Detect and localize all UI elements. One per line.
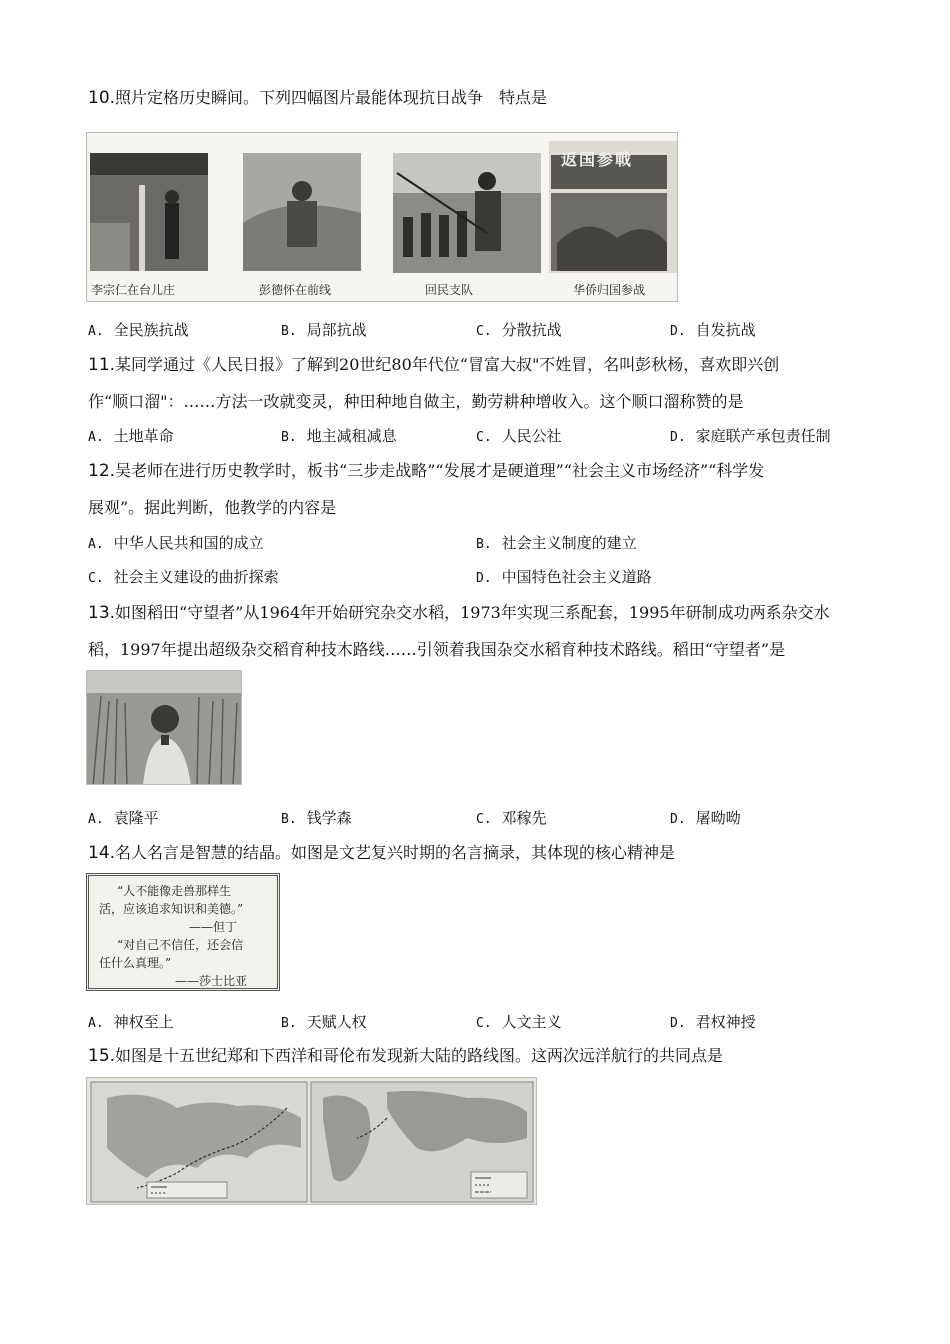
quote-line: “对自己不信任，还会信	[117, 938, 244, 952]
option-d[interactable]	[670, 320, 756, 342]
question-number: 10.	[88, 88, 116, 108]
question-12-stem-line2: 展观”。据此判断，他教学的内容是	[88, 498, 337, 517]
rice-field-photo-graphic	[87, 671, 242, 785]
option-letter: A.	[88, 812, 104, 827]
question-13-stem-line2: 稻，1997年提出超级杂交稻育种技木路线……引领着我国杂交水稻育种技术路线。稻田“守望者”是	[88, 640, 786, 659]
option-text: 人文主义	[501, 1013, 562, 1031]
renaissance-quote-card	[86, 873, 280, 991]
option-letter: A.	[88, 1016, 104, 1031]
option-letter: C.	[476, 812, 492, 827]
option-letter: C.	[476, 324, 492, 339]
option-letter: C.	[476, 1016, 492, 1031]
option-letter: B.	[281, 430, 297, 445]
option-a[interactable]	[88, 808, 159, 830]
option-text: 社会主义制度的建立	[501, 534, 637, 552]
question-number: 12.	[88, 461, 116, 481]
option-letter: D.	[670, 324, 686, 339]
question-11-stem	[88, 355, 779, 375]
question-text: 某同学通过《人民日报》了解到20世纪80年代位“冒富大叔"不姓冒，名叫彭秋杨，喜欢即兴创	[115, 355, 780, 374]
quote-line: “人不能像走兽那样生	[117, 884, 232, 898]
option-letter: D.	[476, 571, 492, 586]
option-d[interactable]	[670, 426, 831, 448]
option-b[interactable]	[281, 320, 367, 342]
option-letter: B.	[281, 1016, 297, 1031]
option-c[interactable]	[88, 567, 279, 589]
option-letter: C.	[88, 571, 104, 586]
option-letter: D.	[670, 1016, 686, 1031]
voyage-route-maps-graphic	[87, 1078, 537, 1205]
option-letter: D.	[670, 430, 686, 445]
photo-caption: 李宗仁在台儿庄	[91, 283, 176, 297]
option-text: 局部抗战	[306, 321, 367, 339]
quote-line: 任什么真理。”	[99, 956, 172, 970]
option-c[interactable]	[476, 426, 562, 448]
option-text: 分散抗战	[501, 321, 562, 339]
option-text: 邓稼先	[501, 809, 547, 827]
question-number: 14.	[88, 843, 116, 863]
voyage-route-maps	[86, 1077, 537, 1205]
question-14-stem	[88, 843, 675, 863]
photo-caption: 回民支队	[425, 283, 474, 297]
option-text: 家庭联产承包责任制	[695, 427, 831, 445]
option-text: 袁隆平	[113, 809, 159, 827]
question-number: 13.	[88, 603, 116, 623]
question-text: 照片定格历史瞬间。下列四幅图片最能体现抗日战争 特点是	[115, 88, 548, 107]
option-d[interactable]	[476, 567, 652, 589]
question-text: 名人名言是智慧的结晶。如图是文艺复兴时期的名言摘录，其体现的核心精神是	[115, 843, 676, 862]
option-text: 中华人民共和国的成立	[113, 534, 264, 552]
option-text: 全民族抗战	[113, 321, 189, 339]
option-b[interactable]	[281, 808, 352, 830]
option-c[interactable]	[476, 808, 547, 830]
option-c[interactable]	[476, 1012, 562, 1034]
q10-photo4-heading: 返国参戰	[561, 150, 634, 169]
question-15-stem	[88, 1046, 723, 1066]
option-c[interactable]	[476, 320, 562, 342]
q10-photo-strip	[86, 132, 678, 302]
question-13-stem	[88, 603, 830, 623]
question-text: 吴老师在进行历史教学时，板书“三步走战略”“发展才是硬道理”“社会主义市场经济”“科学发	[115, 461, 765, 480]
option-text: 中国特色社会主义道路	[501, 568, 652, 586]
option-letter: B.	[476, 537, 492, 552]
option-text: 社会主义建设的曲折探索	[113, 568, 279, 586]
question-number: 15.	[88, 1046, 116, 1066]
option-a[interactable]	[88, 426, 174, 448]
option-text: 钱学森	[306, 809, 352, 827]
question-12-stem	[88, 461, 764, 481]
question-11-stem-line2: 作“顺口溜"：……方法一改就变灵，种田种地自做主，勤劳耕种增收入。这个顺口溜称赞的是	[88, 392, 744, 411]
photo-caption: 华侨归国参战	[573, 283, 646, 297]
option-letter: C.	[476, 430, 492, 445]
photo-caption: 彭德怀在前线	[259, 283, 332, 297]
question-10-stem	[88, 88, 547, 108]
option-a[interactable]	[88, 1012, 174, 1034]
option-text: 自发抗战	[695, 321, 756, 339]
option-letter: B.	[281, 324, 297, 339]
option-letter: A.	[88, 537, 104, 552]
option-letter: B.	[281, 812, 297, 827]
option-text: 神权至上	[113, 1013, 174, 1031]
option-letter: D.	[670, 812, 686, 827]
option-b[interactable]	[281, 1012, 367, 1034]
option-letter: A.	[88, 430, 104, 445]
quote-line: 活，应该追求知识和美德。”	[99, 902, 244, 916]
quote-author: ——莎士比亚	[174, 974, 247, 988]
option-text: 君权神授	[695, 1013, 756, 1031]
option-a[interactable]	[88, 320, 189, 342]
option-text: 天赋人权	[306, 1013, 367, 1031]
option-b[interactable]	[476, 533, 637, 555]
quote-author: ——但丁	[188, 920, 237, 934]
option-b[interactable]	[281, 426, 397, 448]
option-letter: A.	[88, 324, 104, 339]
question-text: 如图是十五世纪郑和下西洋和哥伦布发现新大陆的路线图。这两次远洋航行的共同点是	[115, 1046, 724, 1065]
option-text: 地主减租减息	[306, 427, 397, 445]
question-text: 如图稻田“守望者”从1964年开始研究杂交水稻，1973年实现三系配套，1995年研制成功两系杂交水	[115, 603, 830, 622]
option-text: 人民公社	[501, 427, 562, 445]
option-a[interactable]	[88, 533, 264, 555]
option-text: 土地革命	[113, 427, 174, 445]
question-number: 11.	[88, 355, 116, 375]
option-text: 屠呦呦	[695, 809, 741, 827]
option-d[interactable]	[670, 1012, 756, 1034]
option-d[interactable]	[670, 808, 741, 830]
rice-field-photo	[86, 670, 242, 785]
